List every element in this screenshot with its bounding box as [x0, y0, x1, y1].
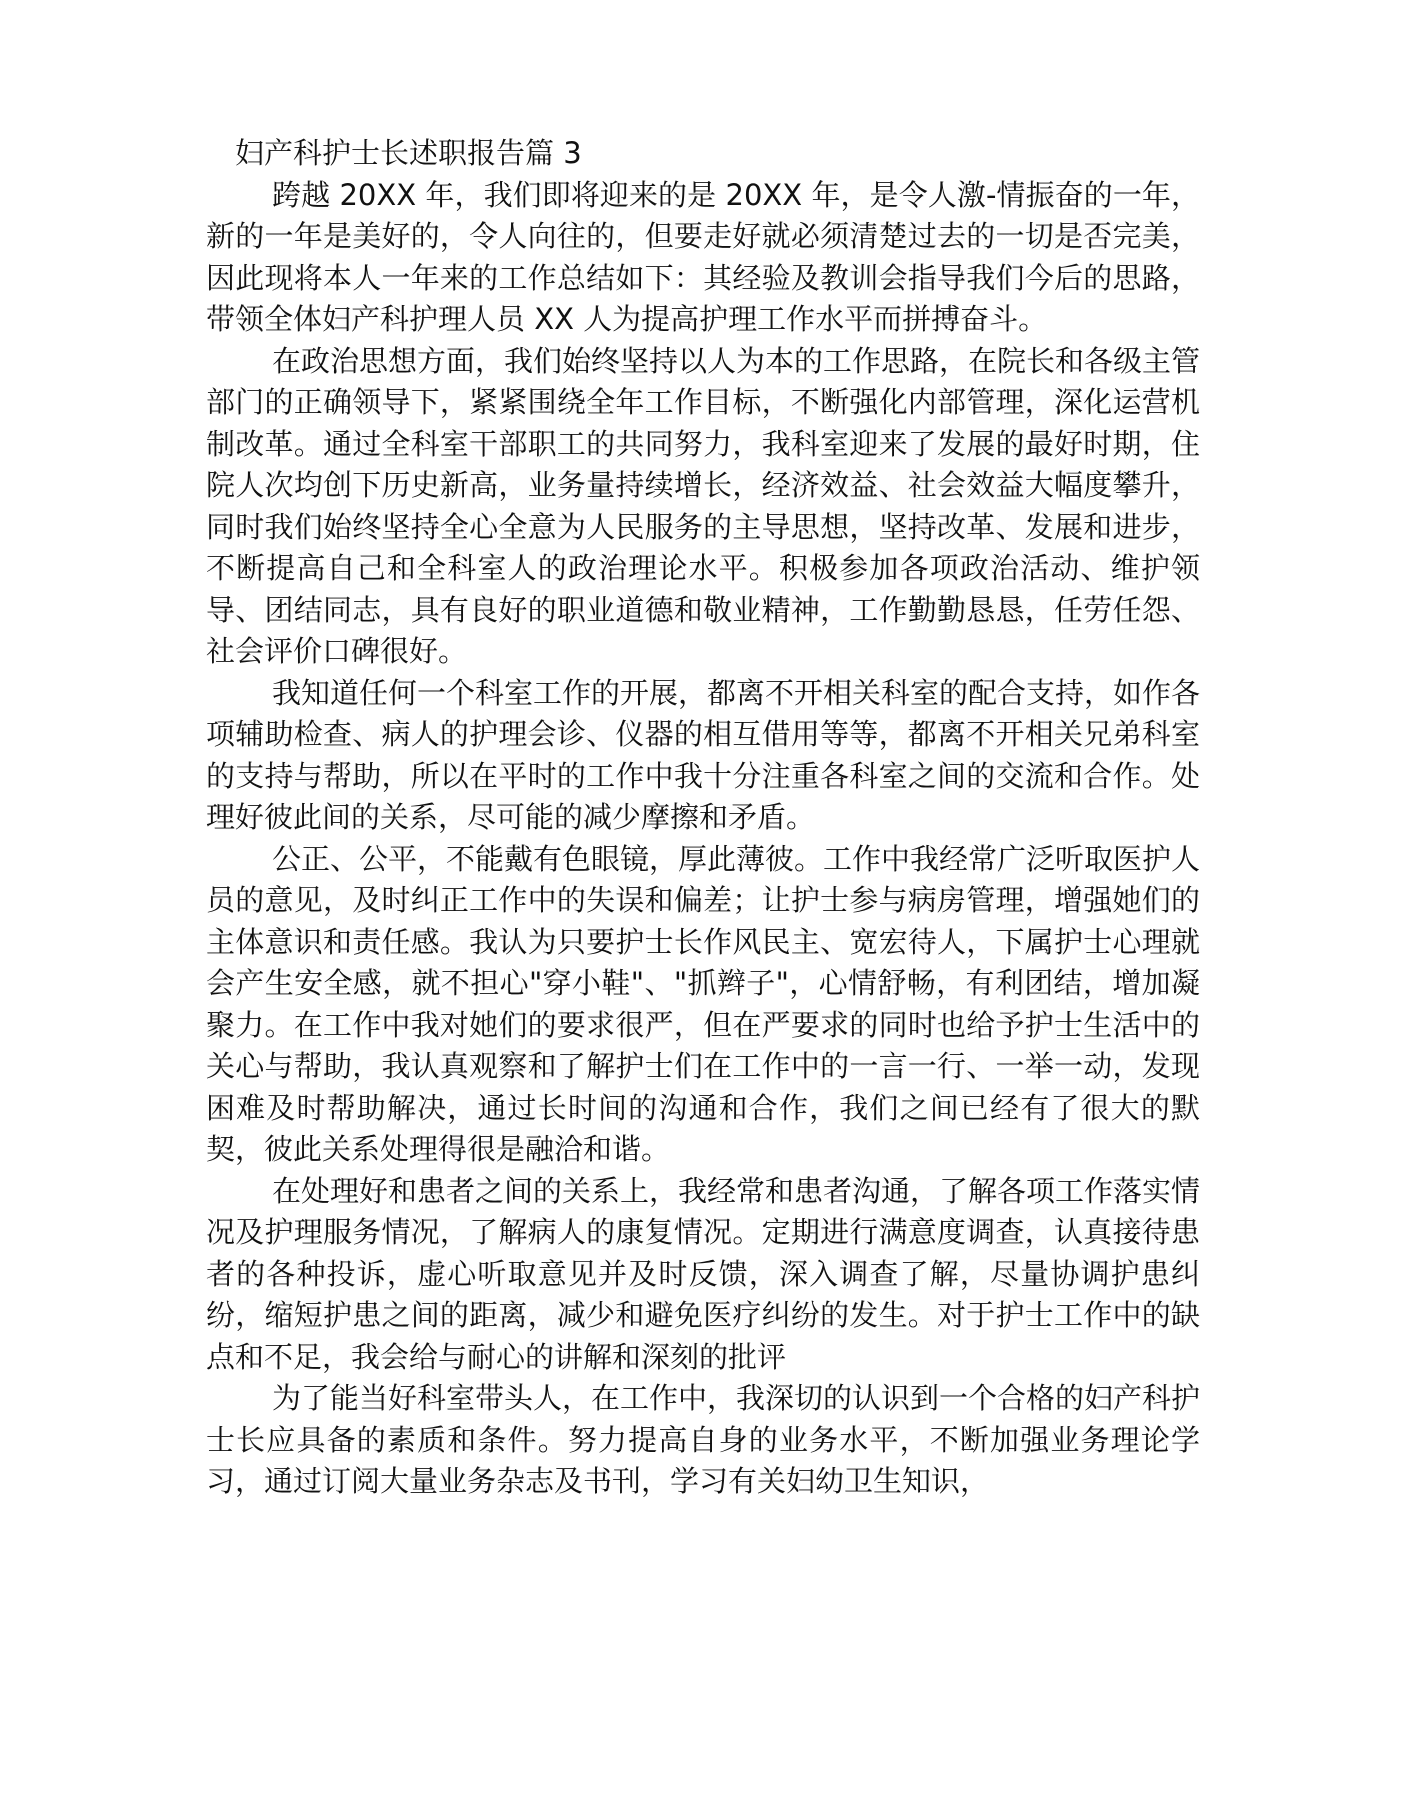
paragraph-department-cooperation: 我知道任何一个科室工作的开展，都离不开相关科室的配合支持，如作各项辅助检查、病人的护理会诊、仪器的相互借用等等，都离不开相关兄弟科室的支持与帮助，所以在平时的工作中我十分注重各科室之间的交流和合作。处理好彼此间的关系，尽可能的减少摩擦和矛盾。 — [206, 675, 1201, 834]
paragraph-leadership: 为了能当好科室带头人，在工作中，我深切的认识到一个合格的妇产科护士长应具备的素质和条件。努力提高自身的业务水平，不断加强业务理论学习，通过订阅大量业务杂志及书刊，学习有关妇幼卫生知识， — [206, 1381, 1201, 1498]
paragraph-fairness: 公正、公平，不能戴有色眼镜，厚此薄彼。工作中我经常广泛听取医护人员的意见，及时纠正工作中的失误和偏差；让护士参与病房管理，增强她们的主体意识和责任感。我认为只要护士长作风民主、宽宏待人，下属护士心理就会产生安全感，就不担心"穿小鞋"、"抓辫子"，心情舒畅，有利团结，增加凝聚力。在工作中我对她们的要求很严，但在严要求的同时也给予护士生活中的关心与帮助，我认真观察和了解护士们在工作中的一言一行、一举一动，发现困难及时帮助解决，通过长时间的沟通和合作，我们之间已经有了很大的默契，彼此关系处理得很是融洽和谐。 — [206, 841, 1201, 1166]
paragraph-intro: 跨越 20XX 年，我们即将迎来的是 20XX 年，是令人激-情振奋的一年，新的一年是美好的，令人向往的，但要走好就必须清楚过去的一切是否完美，因此现将本人一年来的工作总结如下：其经验及教训会指导我们今后的思路，带领全体妇产科护理人员 XX 人为提高护理工作水平而拼搏奋斗。 — [206, 177, 1200, 336]
document-body — [206, 133, 1200, 1503]
document-title: 妇产科护士长述职报告篇 3 — [235, 136, 582, 170]
paragraph-political-thought: 在政治思想方面，我们始终坚持以人为本的工作思路，在院长和各级主管部门的正确领导下，紧紧围绕全年工作目标，不断强化内部管理，深化运营机制改革。通过全科室干部职工的共同努力，我科室迎来了发展的最好时期，住院人次均创下历史新高，业务量持续增长，经济效益、社会效益大幅度攀升，同时我们始终坚持全心全意为人民服务的主导思想，坚持改革、发展和进步，不断提高自己和全科室人的政治理论水平。积极参加各项政治活动、维护领导、团结同志，具有良好的职业道德和敬业精神，工作勤勤恳恳，任劳任怨、社会评价口碑很好。 — [206, 343, 1201, 668]
paragraph-patient-relations: 在处理好和患者之间的关系上，我经常和患者沟通，了解各项工作落实情况及护理服务情况，了解病人的康复情况。定期进行满意度调查，认真接待患者的各种投诉，虚心听取意见并及时反馈，深入调查了解，尽量协调护患纠纷，缩短护患之间的距离，减少和避免医疗纠纷的发生。对于护士工作中的缺点和不足，我会给与耐心的讲解和深刻的批评 — [206, 1173, 1201, 1374]
